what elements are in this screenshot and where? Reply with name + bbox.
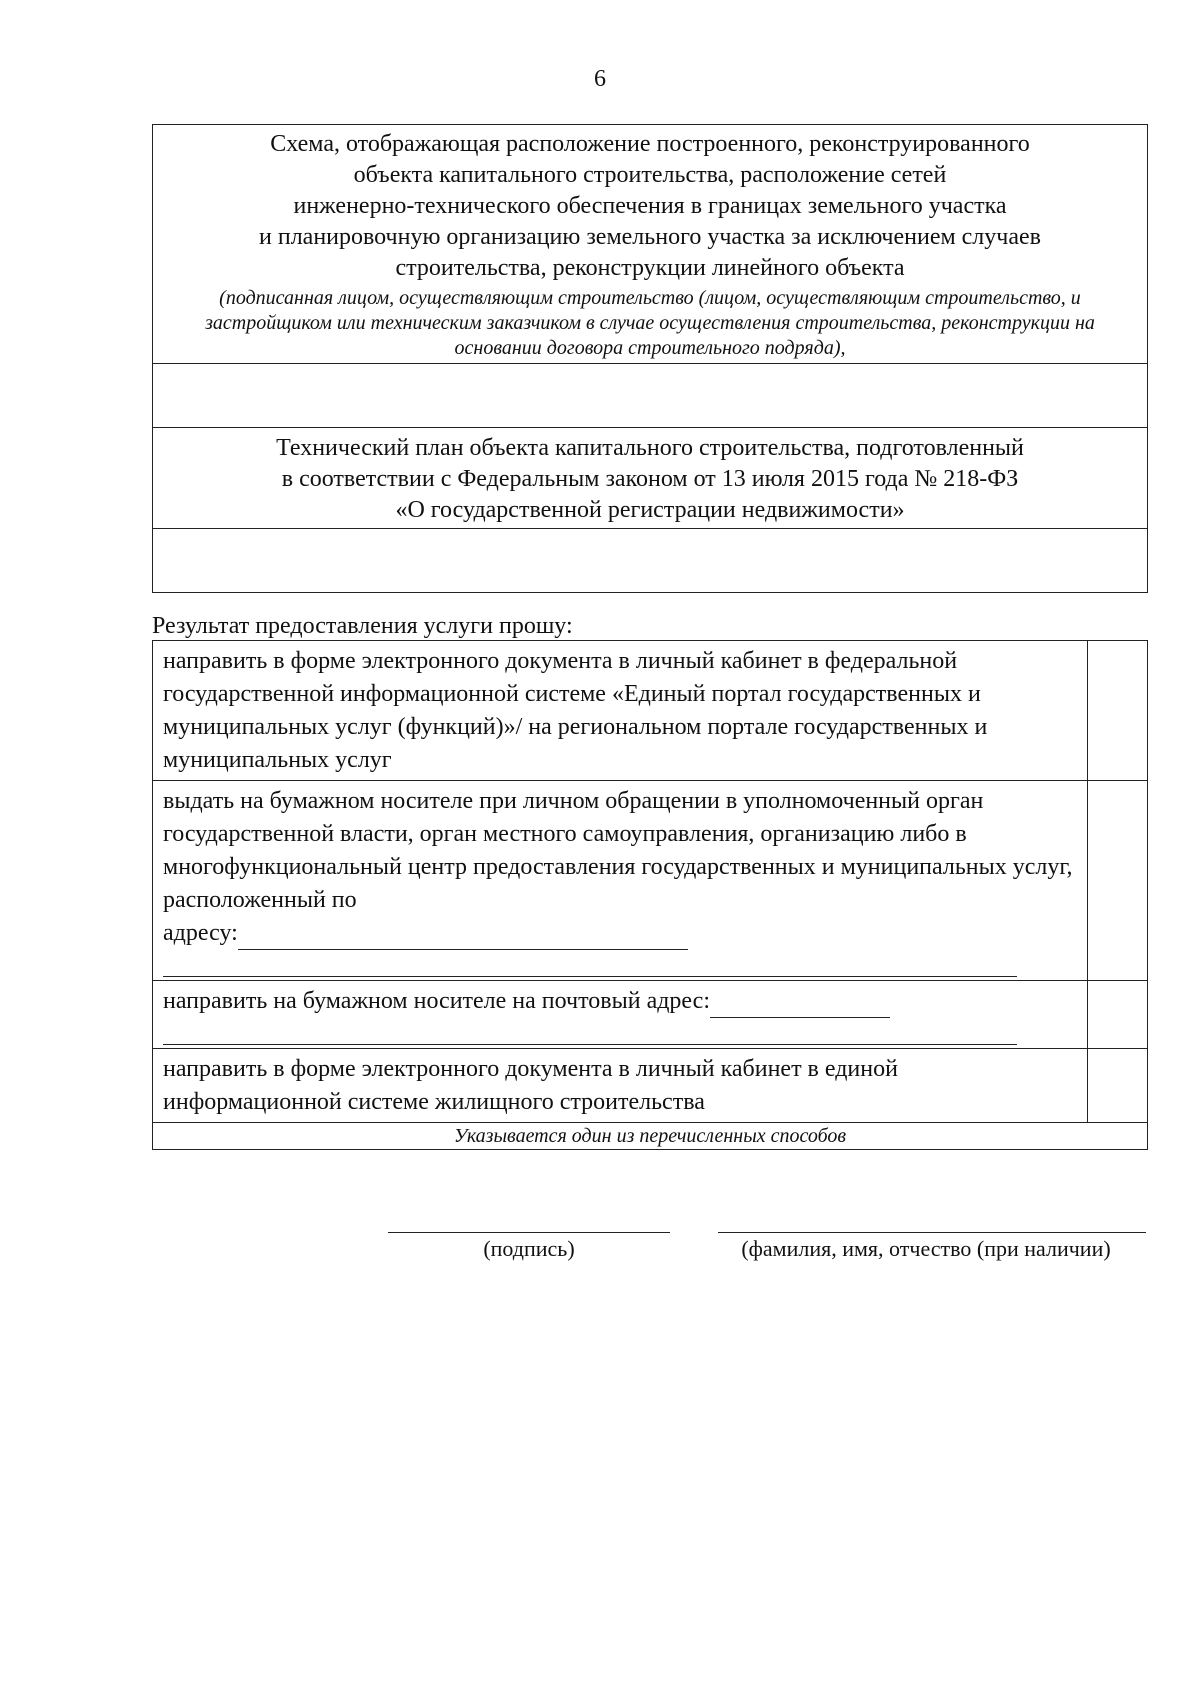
option-text: выдать на бумажном носителе при личном обращении в уполномоченный орган государственной власти, орган местного самоуправления, организацию либо в многофункциональный центр предоставления государственных и муниципальных услуг, расположенный по	[163, 788, 1073, 913]
scheme-title-line: Схема, отображающая расположение построенного, реконструированного	[270, 131, 1030, 157]
scheme-heading	[153, 125, 1147, 364]
option-row-epgu	[153, 641, 1147, 781]
options-footer-note: Указывается один из перечисленных способов	[453, 1125, 847, 1147]
tech-plan-entry-cell[interactable]	[153, 529, 1147, 592]
option-row-eisgs	[153, 1049, 1147, 1123]
scheme-note: (подписанная лицом, осуществляющим строительство (лицом, осуществляющим строительство, и застройщиком или техническим заказчиком в случае осуществления строительства, реконструкции на основании договора строительного подряда),	[205, 287, 1095, 359]
postal-address-continuation[interactable]	[163, 1018, 1017, 1045]
full-name-caption: (фамилия, имя, отчество (при наличии)	[741, 1236, 1111, 1261]
scheme-title-line: строительства, реконструкции линейного объекта	[395, 255, 905, 281]
option-text-container	[153, 981, 1088, 1048]
option-text: направить в форме электронного документа в личный кабинет в единой информационной системе жилищного строительства	[153, 1049, 1088, 1122]
option-row-mail	[153, 981, 1147, 1049]
option-row-paper-office	[153, 781, 1147, 981]
option-checkbox-mail[interactable]	[1088, 981, 1147, 1048]
address-field[interactable]	[238, 923, 688, 950]
option-checkbox-epgu[interactable]	[1088, 641, 1147, 780]
address-field-continuation[interactable]	[163, 950, 1017, 977]
tech-plan-line: «О государственной регистрации недвижимости»	[395, 497, 905, 523]
option-text: направить на бумажном носителе на почтовый адрес:	[163, 988, 710, 1014]
tech-plan-line: в соответствии с Федеральным законом от 13 июля 2015 года № 218-ФЗ	[281, 466, 1019, 492]
scheme-title-line: инженерно-технического обеспечения в границах земельного участка	[293, 193, 1007, 219]
postal-address-field[interactable]	[710, 991, 890, 1018]
scheme-entry-cell[interactable]	[153, 364, 1147, 428]
page-number: 6	[594, 66, 606, 92]
option-checkbox-eisgs[interactable]	[1088, 1049, 1147, 1122]
result-options-table	[152, 640, 1148, 1150]
signature-line[interactable]	[388, 1232, 670, 1233]
scheme-title-line: объекта капитального строительства, расположение сетей	[353, 162, 947, 188]
signature-caption: (подпись)	[483, 1236, 575, 1261]
option-checkbox-paper-office[interactable]	[1088, 781, 1147, 980]
result-label: Результат предоставления услуги прошу:	[152, 613, 573, 639]
address-label: адресу:	[163, 920, 238, 946]
tech-plan-heading	[153, 428, 1147, 529]
tech-plan-line: Технический план объекта капитального строительства, подготовленный	[276, 435, 1024, 461]
full-name-line[interactable]	[718, 1232, 1146, 1233]
option-text: направить в форме электронного документа в личный кабинет в федеральной государственной информационной системе «Единый портал государственных и муниципальных услуг (функций)»/ на региональном портале государственных и муниципальных услуг	[153, 641, 1088, 780]
option-text-container	[153, 781, 1088, 980]
scheme-title-line: и планировочную организацию земельного участка за исключением случаев	[259, 224, 1041, 250]
documents-table	[152, 124, 1148, 593]
